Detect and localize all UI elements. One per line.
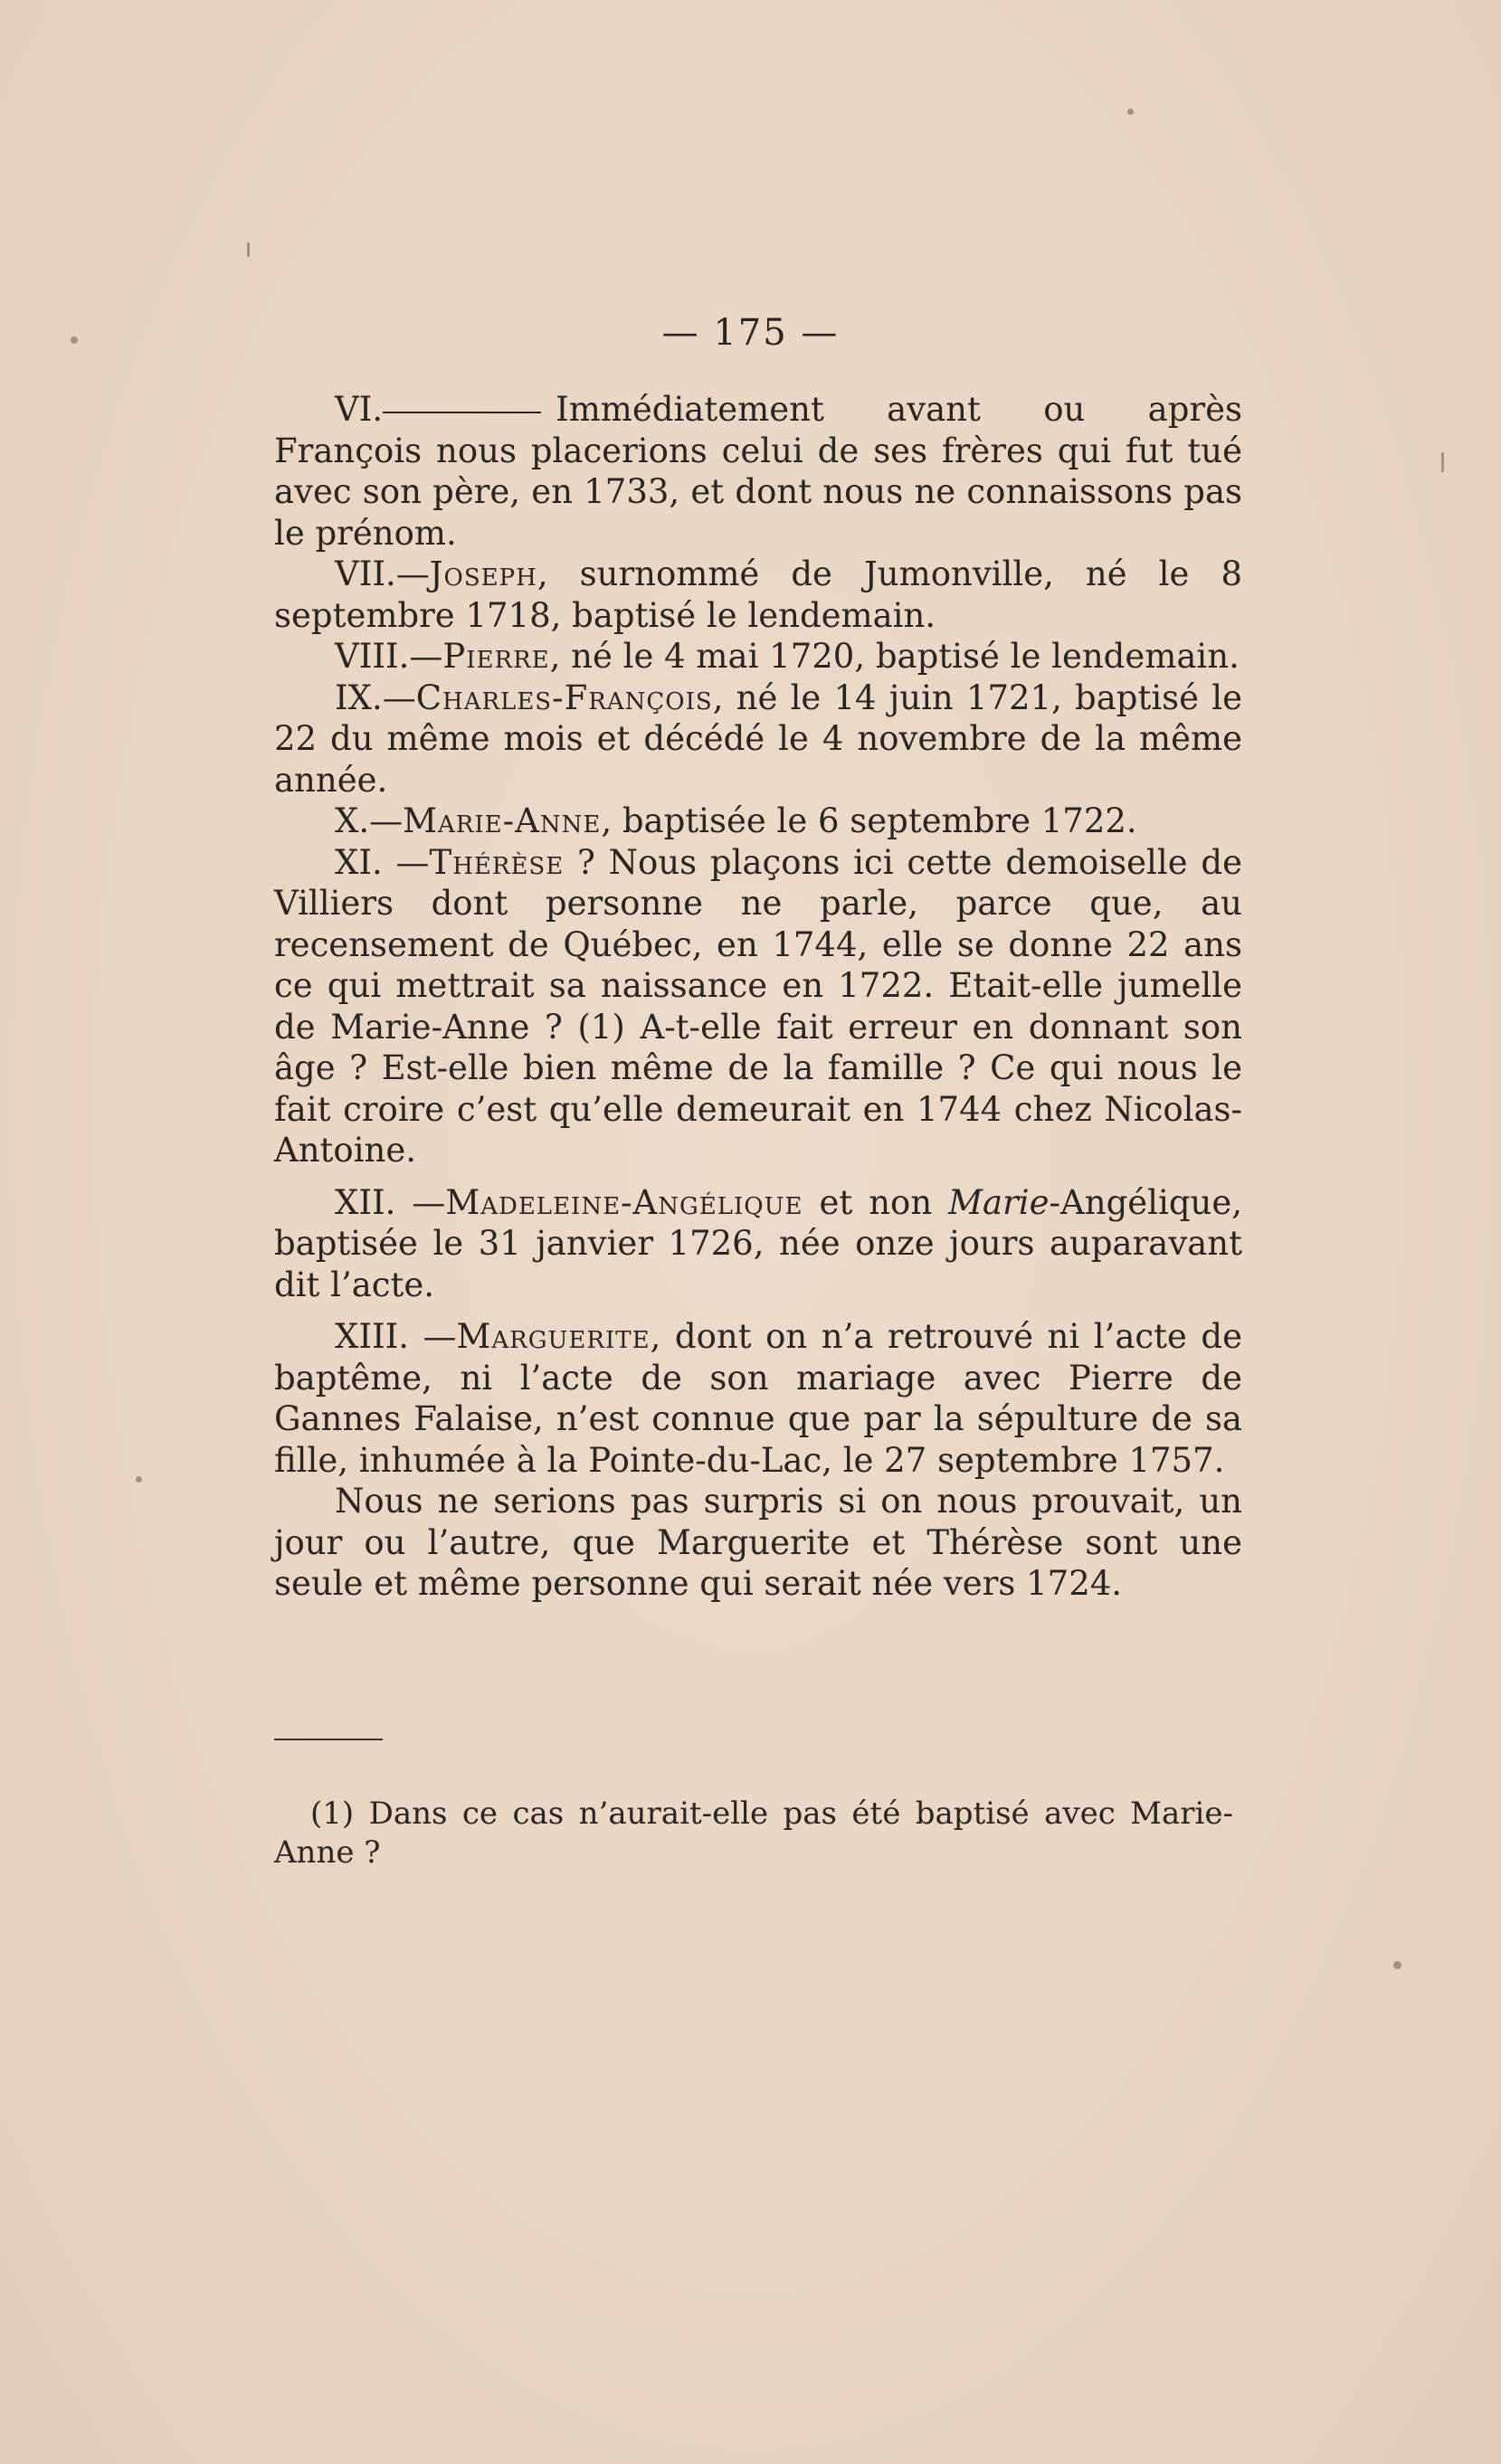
person-name: Thérèse (429, 842, 565, 882)
paragraph-x (274, 801, 1242, 842)
main-text (274, 389, 1242, 1605)
scan-speck (71, 336, 78, 344)
numeral: VIII.— (335, 637, 443, 676)
paragraph-text: Immédiatement avant ou après François nous placerions celui de ses frères qui fut tué avec son père, en 1733, et dont nous ne connaissons pas le prénom. (274, 390, 1242, 553)
paragraph-xi (274, 842, 1242, 1171)
numeral: XIII. — (335, 1317, 457, 1356)
paragraph-gap (274, 1171, 1242, 1182)
numeral: XII. — (335, 1182, 446, 1222)
paragraph-text: , dont on n’a retrouvé ni l’acte de baptême, ni l’acte de son mariage avec Pierre de Gannes Falaise, n’est connue que par la sépulture de sa fille, inhumée à la Pointe-du-Lac, le 27 septembre 1757. (274, 1317, 1242, 1480)
numeral: X.— (335, 801, 404, 840)
em-dash-rule (383, 412, 541, 413)
paragraph-text: , né le 14 juin 1721, baptisé le 22 du même mois et décédé le 4 novembre de la même année. (274, 678, 1242, 800)
scan-speck (136, 1476, 142, 1483)
scan-speck (1393, 1961, 1401, 1969)
scan-speck (1127, 109, 1134, 115)
paragraph-viii (274, 636, 1242, 678)
page-number: — 175 — (661, 312, 840, 354)
paragraph-text: , né le 4 mai 1720, baptisé le lendemain. (549, 637, 1240, 676)
person-name: Pierre (442, 637, 550, 676)
paragraph-xiii (274, 1316, 1242, 1481)
person-name: Joseph (429, 554, 537, 593)
paragraph-text-before-italic: et non (803, 1182, 949, 1222)
paragraph-text: Nous ne serions pas surpris si on nous prouvait, un jour ou l’autre, que Marguerite et Thérèse sont une seule et même personne qui serait née vers 1724. (274, 1482, 1242, 1603)
paragraph-text: -Angélique, baptisée le 31 janvier 1726, née onze jours auparavant dit l’acte. (274, 1182, 1242, 1304)
italic-word: Marie (948, 1182, 1050, 1222)
paragraph-xii (274, 1182, 1242, 1306)
paragraph-text: , baptisée le 6 septembre 1722. (601, 801, 1137, 840)
footnote: (1) Dans ce cas n’aurait-elle pas été baptisé avec Marie-Anne ? (274, 1796, 1233, 1871)
paragraph-text: , surnommé de Jumonville, né le 8 septembre 1718, baptisé le lendemain. (274, 554, 1242, 635)
person-name: Marguerite (456, 1317, 651, 1356)
paragraph-vii (274, 554, 1242, 636)
paragraph-vi (274, 389, 1242, 554)
footnote-rule (274, 1739, 383, 1740)
numeral: VI. (335, 390, 384, 429)
paragraph-gap (274, 1305, 1242, 1316)
numeral: XI. — (335, 842, 430, 882)
person-name: Madeleine-Angélique (445, 1182, 803, 1222)
numeral: VII.— (335, 554, 430, 593)
paragraph-conclusion (274, 1481, 1242, 1605)
numeral: IX.— (335, 678, 416, 717)
scan-speck (247, 242, 250, 257)
scan-speck (1441, 452, 1444, 472)
person-name: Marie-Anne (403, 801, 602, 840)
paragraph-ix (274, 678, 1242, 801)
paragraph-text: ? Nous plaçons ici cette demoiselle de Villiers dont personne ne parle, parce que, au recensement de Québec, en 1744, elle se donne 22 ans ce qui mettrait sa naissance en 1722. Etait-elle jumelle de Marie-Anne ? (1) A-t-elle fait erreur en donnant son âge ? Est-elle bien même de la famille ? Ce qui nous le fait croire c’est qu’elle demeurait en 1744 chez Nicolas-Antoine. (274, 842, 1242, 1170)
person-name: Charles-François (415, 678, 713, 717)
